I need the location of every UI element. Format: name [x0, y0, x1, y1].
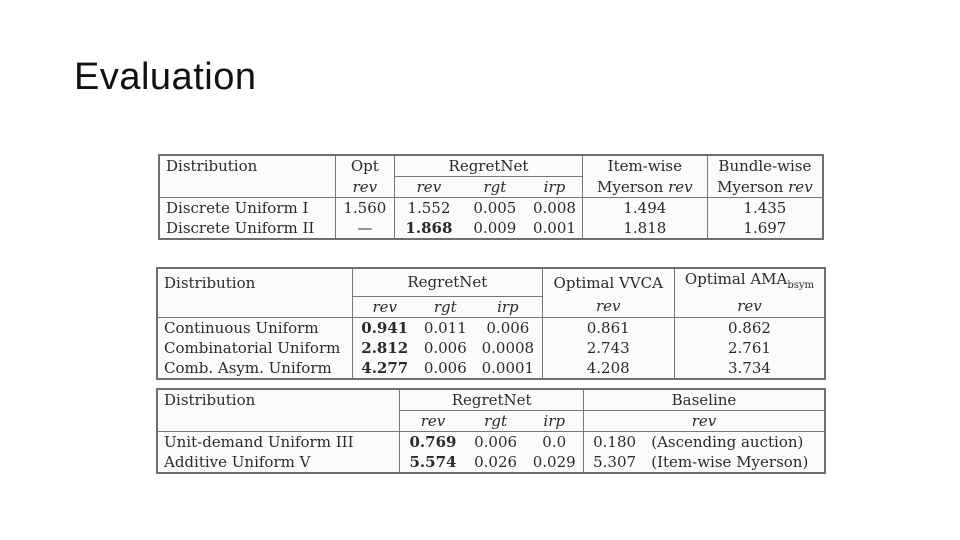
cell-item: 1.494	[582, 198, 707, 219]
cell-rgt: 0.009	[473, 219, 517, 237]
table1-myerson-label-item: Myerson	[597, 177, 664, 196]
table1-subheader-bundlewise	[707, 177, 823, 198]
cell-ama: 2.761	[674, 338, 825, 358]
table1-header-row-1	[159, 155, 823, 177]
cell-rev: 0.769	[400, 432, 466, 453]
table2-header-ama	[674, 268, 825, 296]
table2-subheader-irp: irp	[474, 296, 542, 317]
cell-ama: 0.862	[674, 317, 825, 338]
cell-bundle: 1.435	[707, 198, 823, 219]
table2-ama-label: Optimal AMA	[684, 270, 788, 288]
table1-subheader-itemwise	[582, 177, 707, 198]
cell-opt: —	[335, 218, 394, 239]
cell-baseline-value: 5.307	[583, 452, 645, 473]
cell-irp: 0.0001	[481, 358, 535, 377]
row-name: Discrete Uniform I	[166, 199, 309, 217]
row-name: Additive Uniform V	[164, 453, 311, 471]
table3-header-distribution: Distribution	[164, 391, 256, 410]
table-row	[159, 198, 823, 219]
table2-header-regretnet: RegretNet	[353, 268, 542, 296]
cell-irp: 0.008	[532, 199, 576, 217]
table2-header-row-2	[157, 296, 825, 317]
cell-irp: 0.0008	[481, 338, 535, 357]
table-row	[157, 432, 825, 453]
table2-ama-subscript: bsym	[787, 280, 815, 291]
cell-ama: 3.734	[674, 358, 825, 379]
row-name: Continuous Uniform	[164, 318, 319, 337]
cell-irp: 0.006	[486, 318, 530, 337]
table1-subheader-irp: irp	[527, 177, 582, 198]
table2-subheader-vvca-rev: rev	[542, 296, 674, 317]
table3-subheader-rev: rev	[400, 411, 466, 432]
table1-header-distribution: Distribution	[166, 157, 258, 176]
cell-rev: 5.574	[400, 452, 466, 473]
cell-baseline-description: (Ascending auction)	[651, 433, 804, 451]
table1-myerson-label-bundle: Myerson	[717, 177, 784, 196]
cell-vvca: 0.861	[542, 317, 674, 338]
cell-rgt: 0.006	[423, 338, 467, 357]
table1-subheader-rgt: rgt	[463, 177, 527, 198]
row-name: Discrete Uniform II	[166, 219, 315, 237]
table-row	[157, 452, 825, 473]
table1-header-row-2	[159, 177, 823, 198]
table-row	[159, 218, 823, 239]
cell-bundle: 1.697	[707, 218, 823, 239]
table2-subheader-ama-rev: rev	[674, 296, 825, 317]
cell-rgt: 0.006	[474, 433, 518, 451]
cell-rev: 2.812	[353, 338, 417, 358]
results-table-2	[156, 267, 826, 380]
cell-opt: 1.560	[335, 198, 394, 219]
cell-item: 1.818	[582, 218, 707, 239]
cell-rgt: 0.011	[423, 318, 467, 337]
table1-rev-label-item: rev	[668, 177, 693, 196]
cell-irp: 0.0	[542, 433, 567, 451]
table3-header-baseline: Baseline	[583, 389, 825, 411]
table1-header-bundlewise: Bundle-wise	[707, 155, 823, 177]
cell-rev: 0.941	[353, 317, 417, 338]
cell-rgt: 0.026	[474, 453, 518, 471]
results-table-3	[156, 388, 826, 474]
cell-rev: 1.868	[395, 218, 463, 239]
table1-header-regretnet: RegretNet	[395, 155, 583, 177]
table1-subheader-opt-rev: rev	[335, 177, 394, 198]
cell-rgt: 0.005	[473, 199, 517, 217]
table2-header-row-1	[157, 268, 825, 296]
table1-header-itemwise: Item-wise	[582, 155, 707, 177]
cell-irp: 0.029	[532, 453, 576, 471]
table2-header-vvca: Optimal VVCA	[542, 268, 674, 296]
row-name: Unit-demand Uniform III	[164, 433, 354, 451]
results-table-1	[158, 154, 824, 240]
table3-subheader-baseline-rev: rev	[583, 411, 825, 432]
table3-header-regretnet: RegretNet	[400, 389, 584, 411]
cell-rgt: 0.006	[423, 358, 467, 377]
slide-title: Evaluation	[74, 56, 257, 98]
table3-header-row-1	[157, 389, 825, 411]
row-name: Comb. Asym. Uniform	[164, 358, 332, 377]
row-name: Combinatorial Uniform	[164, 338, 341, 357]
table3-subheader-irp: irp	[526, 411, 584, 432]
cell-baseline-description: (Item-wise Myerson)	[651, 453, 809, 471]
table-row	[157, 317, 825, 338]
table1-rev-label-bundle: rev	[788, 177, 813, 196]
cell-irp: 0.001	[532, 219, 576, 237]
table3-header-row-2	[157, 411, 825, 432]
table2-subheader-rev: rev	[353, 296, 417, 317]
table2-subheader-rgt: rgt	[416, 296, 474, 317]
cell-vvca: 4.208	[542, 358, 674, 379]
table-row	[157, 358, 825, 379]
table3-subheader-rgt: rgt	[466, 411, 526, 432]
cell-vvca: 2.743	[542, 338, 674, 358]
table1-header-opt: Opt	[335, 155, 394, 177]
cell-rev: 1.552	[395, 198, 463, 219]
table1-subheader-rev: rev	[395, 177, 463, 198]
table2-header-distribution: Distribution	[164, 273, 256, 292]
cell-baseline-value: 0.180	[583, 432, 645, 453]
table-row	[157, 338, 825, 358]
cell-rev: 4.277	[353, 358, 417, 379]
